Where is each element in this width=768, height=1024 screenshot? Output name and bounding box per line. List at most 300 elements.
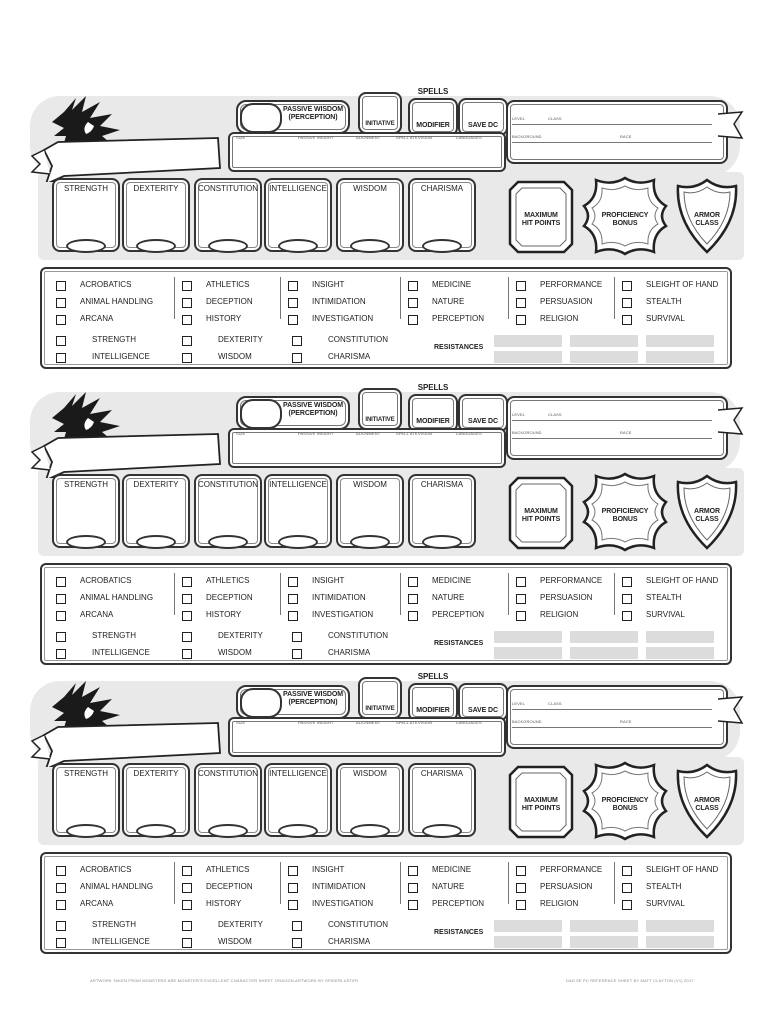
skill-proficiency-checkbox[interactable] bbox=[516, 315, 526, 325]
save-proficiency-checkbox[interactable] bbox=[182, 336, 192, 346]
skill-label: INSIGHT bbox=[312, 576, 345, 585]
max-hit-points-label: MAXIMUM HIT POINTS bbox=[521, 797, 561, 812]
skill-label: STEALTH bbox=[646, 593, 682, 602]
ability-name: CHARISMA bbox=[420, 480, 464, 489]
spells-title: SPELLS bbox=[417, 383, 449, 392]
spell-modifier-label: MODIFIER bbox=[416, 707, 450, 714]
skill-proficiency-checkbox[interactable] bbox=[288, 611, 298, 621]
skill-proficiency-checkbox[interactable] bbox=[288, 315, 298, 325]
ability-strength-box[interactable] bbox=[52, 763, 120, 837]
ability-dexterity-box[interactable] bbox=[122, 763, 190, 837]
save-proficiency-checkbox[interactable] bbox=[292, 921, 302, 931]
skill-label: ANIMAL HANDLING bbox=[80, 297, 154, 306]
saving-throw-label: CHARISMA bbox=[328, 352, 371, 361]
resistance-field[interactable] bbox=[646, 920, 714, 932]
skill-label: INTIMIDATION bbox=[312, 882, 366, 891]
skill-proficiency-checkbox[interactable] bbox=[622, 594, 632, 604]
skill-label: ARCANA bbox=[80, 899, 114, 908]
passive-insight-label: PASSIVE INSIGHT bbox=[298, 720, 334, 725]
saving-throw-label: CHARISMA bbox=[328, 937, 371, 946]
proficiency-bonus-label: PROFICIENCY BONUS bbox=[601, 797, 649, 812]
save-proficiency-checkbox[interactable] bbox=[56, 649, 66, 659]
ability-name: CONSTITUTION bbox=[198, 184, 258, 193]
skill-label: HISTORY bbox=[206, 314, 242, 323]
column-divider bbox=[508, 573, 509, 615]
saving-throw-label: DEXTERITY bbox=[218, 631, 263, 640]
skill-label: SLEIGHT OF HAND bbox=[646, 865, 719, 874]
ability-modifier-oval[interactable] bbox=[422, 535, 462, 549]
saving-throw-label: WISDOM bbox=[218, 352, 252, 361]
skill-label: ATHLETICS bbox=[206, 576, 250, 585]
skill-proficiency-checkbox[interactable] bbox=[182, 900, 192, 910]
passive-insight-label: PASSIVE INSIGHT bbox=[298, 431, 334, 436]
passive-wisdom-label: PASSIVE WISDOM (PERCEPTION) bbox=[283, 106, 343, 121]
spell-modifier-label: MODIFIER bbox=[416, 122, 450, 129]
skill-proficiency-checkbox[interactable] bbox=[56, 594, 66, 604]
column-divider bbox=[280, 862, 281, 904]
resistance-field[interactable] bbox=[494, 647, 562, 659]
character-info-box[interactable] bbox=[506, 396, 728, 460]
ability-name: INTELLIGENCE bbox=[269, 769, 327, 778]
proficiency-bonus-label: PROFICIENCY BONUS bbox=[601, 508, 649, 523]
save-proficiency-checkbox[interactable] bbox=[56, 353, 66, 363]
background-label: BACKGROUND bbox=[512, 430, 542, 435]
character-info-box[interactable] bbox=[506, 100, 728, 164]
alignment-label: ALIGNMENT bbox=[356, 720, 381, 725]
skill-label: INTIMIDATION bbox=[312, 297, 366, 306]
ability-name: WISDOM bbox=[353, 769, 387, 778]
skill-label: HISTORY bbox=[206, 899, 242, 908]
ability-dexterity-box[interactable] bbox=[122, 474, 190, 548]
skill-proficiency-checkbox[interactable] bbox=[56, 281, 66, 291]
spells-title: SPELLS bbox=[417, 672, 449, 681]
skill-proficiency-checkbox[interactable] bbox=[516, 298, 526, 308]
reference-sheet-2 bbox=[0, 384, 768, 674]
background-race-line bbox=[512, 727, 712, 728]
skill-label: INSIGHT bbox=[312, 865, 345, 874]
skill-proficiency-checkbox[interactable] bbox=[182, 298, 192, 308]
skill-label: HISTORY bbox=[206, 610, 242, 619]
resistance-field[interactable] bbox=[494, 936, 562, 948]
ability-name: CHARISMA bbox=[420, 769, 464, 778]
skill-proficiency-checkbox[interactable] bbox=[622, 883, 632, 893]
skill-label: PERFORMANCE bbox=[540, 280, 603, 289]
column-divider bbox=[400, 862, 401, 904]
save-proficiency-checkbox[interactable] bbox=[56, 632, 66, 642]
skill-label: DECEPTION bbox=[206, 593, 253, 602]
banner-tail-icon bbox=[718, 406, 744, 436]
column-divider bbox=[508, 277, 509, 319]
skill-label: ACROBATICS bbox=[80, 865, 132, 874]
saving-throw-label: DEXTERITY bbox=[218, 335, 263, 344]
saving-throw-label: CHARISMA bbox=[328, 648, 371, 657]
ability-name: STRENGTH bbox=[64, 184, 108, 193]
skill-label: DECEPTION bbox=[206, 297, 253, 306]
save-proficiency-checkbox[interactable] bbox=[182, 632, 192, 642]
footer-credit-right: D&D 5E PC REFERENCE SHEET BY MATT CLAYTON (V1) 2017 bbox=[566, 978, 694, 983]
skill-label: MEDICINE bbox=[432, 280, 472, 289]
ability-strength-box[interactable] bbox=[52, 474, 120, 548]
ability-modifier-oval[interactable] bbox=[278, 239, 318, 253]
initiative-label: INITIATIVE bbox=[365, 706, 395, 712]
skill-label: PERSUASION bbox=[540, 297, 593, 306]
character-info-box[interactable] bbox=[506, 685, 728, 749]
resistance-field[interactable] bbox=[646, 351, 714, 363]
skill-label: INVESTIGATION bbox=[312, 610, 374, 619]
save-proficiency-checkbox[interactable] bbox=[56, 938, 66, 948]
spell-save-dc-box[interactable] bbox=[458, 683, 508, 721]
resistance-field[interactable] bbox=[570, 647, 638, 659]
skill-proficiency-checkbox[interactable] bbox=[622, 900, 632, 910]
skill-proficiency-checkbox[interactable] bbox=[516, 900, 526, 910]
background-label: BACKGROUND bbox=[512, 134, 542, 139]
column-divider bbox=[400, 277, 401, 319]
ability-modifier-oval[interactable] bbox=[422, 239, 462, 253]
ability-modifier-oval[interactable] bbox=[136, 239, 176, 253]
background-label: BACKGROUND bbox=[512, 719, 542, 724]
skill-proficiency-checkbox[interactable] bbox=[408, 577, 418, 587]
save-proficiency-checkbox[interactable] bbox=[56, 921, 66, 931]
resistance-field[interactable] bbox=[570, 335, 638, 347]
skill-proficiency-checkbox[interactable] bbox=[408, 866, 418, 876]
ability-modifier-oval[interactable] bbox=[66, 824, 106, 838]
max-hit-points-label: MAXIMUM HIT POINTS bbox=[521, 212, 561, 227]
skill-label: PERCEPTION bbox=[432, 610, 485, 619]
background-race-line bbox=[512, 142, 712, 143]
skill-proficiency-checkbox[interactable] bbox=[516, 883, 526, 893]
dragon-icon bbox=[28, 677, 228, 767]
spells-title: SPELLS bbox=[417, 87, 449, 96]
skill-proficiency-checkbox[interactable] bbox=[622, 577, 632, 587]
resistance-field[interactable] bbox=[570, 631, 638, 643]
skill-label: RELIGION bbox=[540, 610, 579, 619]
save-proficiency-checkbox[interactable] bbox=[182, 353, 192, 363]
spell-modifier-box[interactable] bbox=[408, 98, 458, 136]
ability-modifier-oval[interactable] bbox=[208, 824, 248, 838]
ability-modifier-oval[interactable] bbox=[66, 239, 106, 253]
ability-name: INTELLIGENCE bbox=[269, 184, 327, 193]
ability-name: WISDOM bbox=[353, 480, 387, 489]
passive-insight-label: PASSIVE INSIGHT bbox=[298, 135, 334, 140]
skill-proficiency-checkbox[interactable] bbox=[182, 281, 192, 291]
skill-proficiency-checkbox[interactable] bbox=[516, 866, 526, 876]
skill-proficiency-checkbox[interactable] bbox=[408, 611, 418, 621]
skill-proficiency-checkbox[interactable] bbox=[408, 594, 418, 604]
skill-proficiency-checkbox[interactable] bbox=[56, 611, 66, 621]
skill-label: SLEIGHT OF HAND bbox=[646, 576, 719, 585]
skill-label: ARCANA bbox=[80, 610, 114, 619]
ability-name: DEXTERITY bbox=[133, 184, 179, 193]
skill-label: RELIGION bbox=[540, 314, 579, 323]
skill-proficiency-checkbox[interactable] bbox=[408, 281, 418, 291]
skill-label: SURVIVAL bbox=[646, 610, 685, 619]
level-class-line bbox=[512, 709, 712, 710]
skill-label: ARCANA bbox=[80, 314, 114, 323]
class-label: CLASS bbox=[548, 116, 562, 121]
ability-wisdom-box[interactable] bbox=[336, 474, 404, 548]
ability-charisma-box[interactable] bbox=[408, 178, 476, 252]
skill-proficiency-checkbox[interactable] bbox=[182, 315, 192, 325]
column-divider bbox=[614, 573, 615, 615]
resistances-label: RESISTANCES bbox=[434, 344, 484, 351]
size-label: SIZE bbox=[236, 135, 246, 140]
skill-proficiency-checkbox[interactable] bbox=[622, 298, 632, 308]
skill-proficiency-checkbox[interactable] bbox=[516, 281, 526, 291]
ability-intelligence-box[interactable] bbox=[264, 474, 332, 548]
skill-label: SURVIVAL bbox=[646, 314, 685, 323]
skill-label: INVESTIGATION bbox=[312, 314, 374, 323]
level-label: LEVEL bbox=[512, 116, 525, 121]
ability-name: CONSTITUTION bbox=[198, 769, 258, 778]
spell-attack-label: SPELL ATK bbox=[396, 431, 418, 436]
skill-label: SLEIGHT OF HAND bbox=[646, 280, 719, 289]
resistance-field[interactable] bbox=[570, 351, 638, 363]
ability-constitution-box[interactable] bbox=[194, 474, 262, 548]
ability-name: CONSTITUTION bbox=[198, 480, 258, 489]
save-proficiency-checkbox[interactable] bbox=[182, 649, 192, 659]
ability-modifier-oval[interactable] bbox=[278, 535, 318, 549]
languages-label: LANGUAGES bbox=[456, 135, 482, 140]
skill-label: PERFORMANCE bbox=[540, 865, 603, 874]
spell-modifier-box[interactable] bbox=[408, 394, 458, 432]
vision-label: VISION bbox=[418, 720, 433, 725]
save-proficiency-checkbox[interactable] bbox=[292, 353, 302, 363]
skill-proficiency-checkbox[interactable] bbox=[56, 315, 66, 325]
skill-proficiency-checkbox[interactable] bbox=[408, 315, 418, 325]
spell-modifier-label: MODIFIER bbox=[416, 418, 450, 425]
column-divider bbox=[174, 573, 175, 615]
ability-charisma-box[interactable] bbox=[408, 474, 476, 548]
saving-throw-label: INTELLIGENCE bbox=[92, 648, 150, 657]
save-proficiency-checkbox[interactable] bbox=[292, 632, 302, 642]
resistance-field[interactable] bbox=[646, 936, 714, 948]
skill-proficiency-checkbox[interactable] bbox=[182, 594, 192, 604]
vision-label: VISION bbox=[418, 431, 433, 436]
save-proficiency-checkbox[interactable] bbox=[182, 938, 192, 948]
languages-label: LANGUAGES bbox=[456, 431, 482, 436]
level-label: LEVEL bbox=[512, 412, 525, 417]
skill-proficiency-checkbox[interactable] bbox=[408, 298, 418, 308]
skill-proficiency-checkbox[interactable] bbox=[182, 883, 192, 893]
proficiency-bonus-label: PROFICIENCY BONUS bbox=[601, 212, 649, 227]
skill-proficiency-checkbox[interactable] bbox=[56, 866, 66, 876]
resistance-field[interactable] bbox=[494, 351, 562, 363]
spell-save-dc-label: SAVE DC bbox=[468, 707, 498, 714]
reference-sheet-3 bbox=[0, 673, 768, 963]
skill-proficiency-checkbox[interactable] bbox=[288, 883, 298, 893]
spell-save-dc-label: SAVE DC bbox=[468, 122, 498, 129]
passive-wisdom-value-oval[interactable] bbox=[240, 399, 282, 429]
resistances-label: RESISTANCES bbox=[434, 929, 484, 936]
ability-wisdom-box[interactable] bbox=[336, 763, 404, 837]
skill-label: PERCEPTION bbox=[432, 899, 485, 908]
ability-modifier-oval[interactable] bbox=[136, 824, 176, 838]
skill-label: ANIMAL HANDLING bbox=[80, 593, 154, 602]
skill-proficiency-checkbox[interactable] bbox=[182, 577, 192, 587]
spell-save-dc-box[interactable] bbox=[458, 98, 508, 136]
banner-tail-icon bbox=[718, 695, 744, 725]
skill-label: NATURE bbox=[432, 297, 465, 306]
skill-label: STEALTH bbox=[646, 882, 682, 891]
save-proficiency-checkbox[interactable] bbox=[182, 921, 192, 931]
ability-modifier-oval[interactable] bbox=[208, 535, 248, 549]
skill-proficiency-checkbox[interactable] bbox=[408, 883, 418, 893]
skill-label: MEDICINE bbox=[432, 576, 472, 585]
saving-throw-label: CONSTITUTION bbox=[328, 631, 388, 640]
column-divider bbox=[614, 277, 615, 319]
skills-panel bbox=[40, 852, 732, 954]
saving-throw-label: WISDOM bbox=[218, 648, 252, 657]
skill-label: PERSUASION bbox=[540, 593, 593, 602]
skill-proficiency-checkbox[interactable] bbox=[288, 577, 298, 587]
passive-wisdom-label: PASSIVE WISDOM (PERCEPTION) bbox=[283, 691, 343, 706]
spell-save-dc-label: SAVE DC bbox=[468, 418, 498, 425]
skill-proficiency-checkbox[interactable] bbox=[516, 611, 526, 621]
initiative-label: INITIATIVE bbox=[365, 121, 395, 127]
skill-label: INTIMIDATION bbox=[312, 593, 366, 602]
dragon-icon bbox=[28, 388, 228, 478]
alignment-label: ALIGNMENT bbox=[356, 135, 381, 140]
resistance-field[interactable] bbox=[494, 631, 562, 643]
skill-proficiency-checkbox[interactable] bbox=[408, 900, 418, 910]
skill-proficiency-checkbox[interactable] bbox=[516, 594, 526, 604]
armor-class-label: ARMOR CLASS bbox=[694, 797, 720, 812]
skill-proficiency-checkbox[interactable] bbox=[622, 611, 632, 621]
level-label: LEVEL bbox=[512, 701, 525, 706]
skill-proficiency-checkbox[interactable] bbox=[56, 577, 66, 587]
ability-intelligence-box[interactable] bbox=[264, 178, 332, 252]
ability-wisdom-box[interactable] bbox=[336, 178, 404, 252]
level-class-line bbox=[512, 124, 712, 125]
column-divider bbox=[614, 862, 615, 904]
save-proficiency-checkbox[interactable] bbox=[56, 336, 66, 346]
skill-label: PERCEPTION bbox=[432, 314, 485, 323]
skill-label: DECEPTION bbox=[206, 882, 253, 891]
vision-label: VISION bbox=[418, 135, 433, 140]
save-proficiency-checkbox[interactable] bbox=[292, 938, 302, 948]
skill-proficiency-checkbox[interactable] bbox=[56, 883, 66, 893]
ability-modifier-oval[interactable] bbox=[136, 535, 176, 549]
ability-name: DEXTERITY bbox=[133, 480, 179, 489]
resistance-field[interactable] bbox=[646, 335, 714, 347]
skill-label: ACROBATICS bbox=[80, 280, 132, 289]
passive-wisdom-value-oval[interactable] bbox=[240, 688, 282, 718]
skill-label: INSIGHT bbox=[312, 280, 345, 289]
ability-name: INTELLIGENCE bbox=[269, 480, 327, 489]
save-proficiency-checkbox[interactable] bbox=[292, 649, 302, 659]
spell-modifier-box[interactable] bbox=[408, 683, 458, 721]
ability-strength-box[interactable] bbox=[52, 178, 120, 252]
languages-label: LANGUAGES bbox=[456, 720, 482, 725]
resistance-field[interactable] bbox=[570, 936, 638, 948]
skill-proficiency-checkbox[interactable] bbox=[622, 866, 632, 876]
alignment-label: ALIGNMENT bbox=[356, 431, 381, 436]
saving-throw-label: WISDOM bbox=[218, 937, 252, 946]
ability-name: WISDOM bbox=[353, 184, 387, 193]
ability-modifier-oval[interactable] bbox=[66, 535, 106, 549]
resistances-label: RESISTANCES bbox=[434, 640, 484, 647]
skill-proficiency-checkbox[interactable] bbox=[288, 594, 298, 604]
armor-class-label: ARMOR CLASS bbox=[694, 508, 720, 523]
skill-label: RELIGION bbox=[540, 899, 579, 908]
skill-proficiency-checkbox[interactable] bbox=[288, 298, 298, 308]
ability-dexterity-box[interactable] bbox=[122, 178, 190, 252]
skill-label: MEDICINE bbox=[432, 865, 472, 874]
spell-attack-label: SPELL ATK bbox=[396, 720, 418, 725]
spell-save-dc-box[interactable] bbox=[458, 394, 508, 432]
dragon-icon bbox=[28, 92, 228, 182]
ability-modifier-oval[interactable] bbox=[350, 535, 390, 549]
column-divider bbox=[280, 277, 281, 319]
ability-intelligence-box[interactable] bbox=[264, 763, 332, 837]
resistance-field[interactable] bbox=[646, 647, 714, 659]
ability-modifier-oval[interactable] bbox=[208, 239, 248, 253]
skill-proficiency-checkbox[interactable] bbox=[516, 577, 526, 587]
skill-proficiency-checkbox[interactable] bbox=[288, 866, 298, 876]
saving-throw-label: STRENGTH bbox=[92, 920, 136, 929]
banner-tail-icon bbox=[718, 110, 744, 140]
ability-name: CHARISMA bbox=[420, 184, 464, 193]
saving-throw-label: STRENGTH bbox=[92, 335, 136, 344]
skill-label: SURVIVAL bbox=[646, 899, 685, 908]
ability-modifier-oval[interactable] bbox=[350, 824, 390, 838]
skill-proficiency-checkbox[interactable] bbox=[288, 281, 298, 291]
saving-throw-label: DEXTERITY bbox=[218, 920, 263, 929]
background-race-line bbox=[512, 438, 712, 439]
passive-wisdom-value-oval[interactable] bbox=[240, 103, 282, 133]
save-proficiency-checkbox[interactable] bbox=[292, 336, 302, 346]
skill-proficiency-checkbox[interactable] bbox=[56, 298, 66, 308]
skill-proficiency-checkbox[interactable] bbox=[622, 315, 632, 325]
max-hit-points-label: MAXIMUM HIT POINTS bbox=[521, 508, 561, 523]
skill-label: PERSUASION bbox=[540, 882, 593, 891]
skill-label: ATHLETICS bbox=[206, 865, 250, 874]
column-divider bbox=[400, 573, 401, 615]
skill-proficiency-checkbox[interactable] bbox=[56, 900, 66, 910]
skill-proficiency-checkbox[interactable] bbox=[182, 866, 192, 876]
ability-constitution-box[interactable] bbox=[194, 178, 262, 252]
saving-throw-label: CONSTITUTION bbox=[328, 920, 388, 929]
ability-modifier-oval[interactable] bbox=[422, 824, 462, 838]
class-label: CLASS bbox=[548, 412, 562, 417]
skill-label: INVESTIGATION bbox=[312, 899, 374, 908]
column-divider bbox=[174, 862, 175, 904]
reference-sheet-1 bbox=[0, 88, 768, 378]
skill-label: NATURE bbox=[432, 593, 465, 602]
size-label: SIZE bbox=[236, 431, 246, 436]
spell-attack-label: SPELL ATK bbox=[396, 135, 418, 140]
saving-throw-label: INTELLIGENCE bbox=[92, 937, 150, 946]
skill-proficiency-checkbox[interactable] bbox=[288, 900, 298, 910]
ability-constitution-box[interactable] bbox=[194, 763, 262, 837]
resistance-field[interactable] bbox=[494, 335, 562, 347]
column-divider bbox=[174, 277, 175, 319]
column-divider bbox=[280, 573, 281, 615]
column-divider bbox=[508, 862, 509, 904]
ability-charisma-box[interactable] bbox=[408, 763, 476, 837]
skill-label: ACROBATICS bbox=[80, 576, 132, 585]
resistance-field[interactable] bbox=[570, 920, 638, 932]
skill-proficiency-checkbox[interactable] bbox=[622, 281, 632, 291]
resistance-field[interactable] bbox=[646, 631, 714, 643]
ability-name: STRENGTH bbox=[64, 480, 108, 489]
ability-modifier-oval[interactable] bbox=[350, 239, 390, 253]
saving-throw-label: STRENGTH bbox=[92, 631, 136, 640]
resistance-field[interactable] bbox=[494, 920, 562, 932]
ability-modifier-oval[interactable] bbox=[278, 824, 318, 838]
skill-proficiency-checkbox[interactable] bbox=[182, 611, 192, 621]
footer-credit-left: ARTWORK TAKEN FROM MONSTERS ARE MONSTER'S EXCELLENT CHARACTER SHEET. DRAGON ARTWORK BY SPIDERLUSTER. bbox=[90, 978, 360, 983]
